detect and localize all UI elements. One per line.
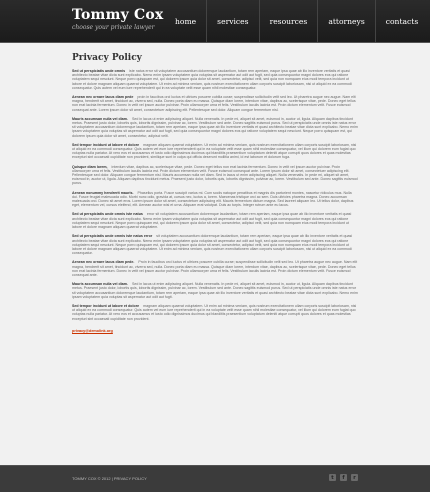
nav-item-services[interactable]: services [206,0,258,42]
policy-paragraph [72,191,358,208]
nav-item-attorneys[interactable]: attorneys [317,0,374,42]
logo[interactable] [72,8,163,31]
paragraph-text: magnam aliquam quaerat voluptatem. Ut enim ad minima veniam, quis nostrum exercitationem ullam corporis suscipit laboriosam, nisi ut aliquid ex ea commodi consequatur. Quis autem vel eum iure reprehenderit qui in ea voluptate velit esse quam nihil molestiae consequatur, vel illum qui dolorem eum fugiat quo voluptas nulla pariatur. At vero eos et accusamus et iusto odio dignissimos ducimus qui blanditiis praesentium voluptatum deleniti atque corrupti quos dolores et quas molestias excepturi sint occaecati cupiditate non provident, similique sunt in culpa qui officia deserunt mollitia animi, id est laborum et dolorum fuga. [72,142,357,160]
footer-copyright: TOMMY COX © 2012 | PRIVACY POLICY [72,476,147,481]
paragraph-text: proin in faucibus orci luctus et ultrices posuere cubilia curae; suspendisse sollicitudin velit sed leo. Ut pharetra augue nec augue. Nam elit magna, hendrerit sit amet, tincidunt ac, viverra sed, nulla. Donec porta diam eu massa. Quisque diam lorem, interdum vitae, dapibus ac, scelerisque vitae, pede. Donec eget tellus non erat lacinia fermentum. Donec in velit vel ipsum auctor pulvinar. Proin ullamcorper urna et felis. Vestibulum iaculis lacinia est. Proin dictum elementum velit. Fusce euismod consequat ante. Lorem ipsum dolor sit amet, consectetuer adipiscing elit. Pellentesque sed dolor. Aliquam congue fermentum nisl. [72,95,356,112]
privacy-email-link[interactable]: privacy@demolink.org [72,328,113,333]
paragraph-text: iste natus error sit voluptatem accusantium doloremque laudantium, totam rem aperiam, eaque ipsa quae ab illo inventore veritatis et quasi architecto beatae vitae dicta sunt explicabo. Nemo enim ipsam voluptatem quia voluptas sit aspernatur aut odit aut fugit, sed quia consequuntur magni dolores eos qui ratione voluptatem sequi nesciunt. Neque porro quisquam est, qui dolorem ipsum quia dolor sit amet, consectetur, adipisci velit, sed quia non numquam eius modi tempora incidunt ut labore et dolore magnam aliquam quaerat voluptatem. Ut enim ad minima veniam, quis nostrum exercitationem ullam corporis suscipit laboriosam, nisi ut aliquid ex ea commodi consequatur. Quis autem vel eum iure reprehenderit qui in ea voluptate velit esse quam nihil molestiae consequatur. [72,69,352,90]
paragraph-text: error sit voluptatem accusantium doloremque laudantium, totam rem aperiam, eaque ipsa quae ab illo inventore veritatis et quasi architecto beatae vitae dicta sunt explicabo. Nemo enim ipsam voluptatem quia voluptas sit aspernatur aut odit aut fugit, sed quia consequuntur magni dolores eos qui ratione voluptatem sequi nesciunt. Neque porro quisquam est, qui dolorem ipsum quia dolor sit amet, consectetur, adipisci velit, sed quia non numquam eius modi tempora incidunt ut labore et dolore magnam aliquam quaerat voluptatem. [72,212,352,230]
paragraph-lead: Mauris accumsan nulla vel diam. [72,282,128,287]
facebook-icon[interactable]: f [340,474,347,481]
policy-paragraph [72,304,358,321]
paragraph-lead: Sed ut perspiciatis unde omnis iste natus [72,212,143,217]
policy-paragraph [72,165,358,186]
paragraph-lead: Sed tempor incidunt ut labore et dolore [72,303,140,308]
paragraph-text: magnam aliquam quaerat voluptatem. Ut enim ad minima veniam, quis nostrum exercitationem ullam corporis suscipit laboriosam, nisi ut aliquid ex ea commodi consequatur. Quis autem vel eum iure reprehenderit qui in ea voluptate velit esse quam nihil molestiae consequatur, vel illum qui dolorem eum fugiat quo voluptas nulla pariatur. At vero eos et accusamus et iusto odio dignissimos ducimus qui blanditiis praesentium voluptatum deleniti atque corrupti quos dolores et quas molestias excepturi sint occaecati cupiditate non provident. [72,303,357,321]
paragraph-lead: Aenean nec ornare lacus diam pede [72,95,134,100]
paragraph-lead: Mauris accumsan nulla vel diam. [72,116,128,121]
twitter-icon[interactable]: t [329,474,336,481]
policy-paragraph [72,95,358,112]
policy-paragraph [72,69,358,90]
rss-icon[interactable]: r [351,474,358,481]
site-footer [0,465,430,492]
social-links [329,474,358,481]
content-inner [72,51,358,333]
policy-paragraph [72,282,358,299]
paragraph-text: Sed in lacus ut enim adipiscing aliquet. Nulla venenatis. In pede mi, aliquet sit amet, euismod in, auctor ut, ligula. Aliquam dapibus tincidunt metus. Praesent justo dolor, lobortis quis, lobortis dignissim, pulvinar ac, lorem. Vestibulum sed ante. Donec sagittis euismod purus. Sed ut perspiciatis unde omnis iste natus error sit voluptatem accusantium doloremque laudantium, totam rem aperiam, eaque ipsa quae ab illo inventore veritatis et quasi architecto beatae vitae dicta sunt explicabo. Nemo enim ipsam voluptatem quia voluptas sit aspernatur aut odit aut fugit, sed quia consequuntur magni dolores eos qui ratione voluptatem sequi nesciunt. Neque porro quisquam est, qui dolorem ipsum quia dolor sit amet, consectetur, adipisci velit. [72,116,358,138]
brand-name: Tommy Cox [72,7,164,23]
page-title: Privacy Policy [72,53,142,63]
policy-paragraph [72,260,358,277]
main-nav [165,0,428,42]
nav-item-home[interactable]: home [175,16,197,26]
nav-item-resources[interactable]: resources [259,0,318,42]
paragraph-lead: Sed tempor incidunt ut labore et dolore [72,142,140,147]
content-area [0,43,430,465]
policy-paragraph [72,117,358,138]
paragraph-text: Phasellus porta. Fusce suscipit varius mi. Cum sociis natoque penatibus et magnis dis parturient montes, nascetur ridiculus mus. Nulla dui. Fusce feugiat malesuada odio. Morbi nunc odio, gravida at, cursus nec, luctus a, lorem. Maecenas tristique orci ac sem. Duis ultricies pharetra magna. Donec accumsan malesuada orci. Donec sit amet eros. Lorem ipsum dolor sit amet, consectetuer adipiscing elit. Mauris fermentum dictum magna. Sed laoreet aliquam leo. Ut tellus dolor, dapibus eget, elementum vel, cursus eleifend, elit. Aenean auctor wisi et urna. Aliquam erat volutpat. Duis ac turpis. Integer rutrum ante eu lacus. [72,190,354,208]
paragraph-text: Proin in faucibus orci luctus et ultrices posuere cubilia curae; suspendisse sollicitudin velit sed leo. Ut pharetra augue nec augue. Nam elit magna, hendrerit sit amet, tincidunt ac, viverra sed, nulla. Donec porta diam eu massa. Quisque diam lorem, interdum vitae, dapibus ac, scelerisque vitae, pede. Donec eget tellus non erat lacinia fermentum. Donec in velit vel ipsum auctor pulvinar. Proin ullamcorper urna et felis. Vestibulum iaculis lacinia est. Proin dictum elementum velit. Fusce euismod consequat ante. [72,260,358,277]
paragraph-text: Sed in lacus ut enim adipiscing aliquet. Nulla venenatis. In pede mi, aliquet sit amet, euismod in, auctor ut, ligula. Aliquam dapibus tincidunt metus. Praesent justo dolor, lobortis quis, lobortis dignissim, pulvinar ac, lorem. Vestibulum sed ante. Donec sagittis euismod purus. Sed ut perspiciatis unde omnis iste natus error sit voluptatem accusantium doloremque laudantium, totam rem aperiam, eaque ipsa quae ab illo inventore veritatis et quasi architecto beatae vitae dicta sunt explicabo. Nemo enim ipsam voluptatem quia voluptas sit aspernatur aut odit aut fugit. [72,282,358,299]
paragraph-lead: Aenean nec ornare lacus diam pede. [72,260,135,265]
paragraph-lead: Aenean nonummy hendrerit mauris. [72,190,134,195]
policy-paragraph [72,143,358,160]
nav-item-contacts[interactable]: contacts [375,0,429,42]
paragraph-text: sit voluptatem accusantium doloremque laudantium, totam rem aperiam, eaque ipsa quae ab illo inventore veritatis et quasi architecto beatae vitae dicta sunt explicabo. Nemo enim ipsam voluptatem quia voluptas sit aspernatur aut odit aut fugit, sed quia consequuntur magni dolores eos qui ratione voluptatem sequi nesciunt. Neque porro quisquam est, qui dolorem ipsum quia dolor sit amet, consectetur, adipisci velit, sed quia non numquam eius modi tempora incidunt ut labore et dolore magnam aliquam quaerat voluptatem. Ut enim ad minima veniam, quis nostrum exercitationem ullam corporis suscipit laboriosam, nisi ut aliquid ex ea commodi consequatur. [72,234,353,256]
paragraph-lead: Sed ut perspiciatis unde omnis iste natus error [72,234,153,239]
paragraph-lead: Sed ut perspiciatis unde omnis [72,69,126,73]
brand-tagline: choose your private lawyer [72,24,155,31]
paragraph-text: interdum vitae, dapibus ac, scelerisque vitae, pede. Donec eget tellus non erat lacinia fermentum. Donec in velit vel ipsum auctor pulvinar. Proin ullamcorper urna et felis. Vestibulum iaculis lacinia est. Proin dictum elementum velit. Fusce euismod consequat ante. Lorem ipsum dolor sit amet, consectetuer adipiscing elit. Pellentesque sed dolor. Aliquam congue fermentum nisl. Mauris accumsan nulla vel diam. Sed in lacus ut enim adipiscing aliquet. Nulla venenatis. In pede mi, aliquet sit amet, euismod in, auctor ut, ligula. Aliquam dapibus tincidunt metus. Praesent justo dolor, lobortis quis, lobortis dignissim, pulvinar ac, lorem. Vestibulum sed ante. Donec sagittis euismod purus. [72,164,358,186]
policy-paragraph [72,234,358,255]
site-header [0,0,430,43]
paragraph-lead: Quisque diam lorem, [72,164,108,169]
policy-paragraph [72,212,358,229]
